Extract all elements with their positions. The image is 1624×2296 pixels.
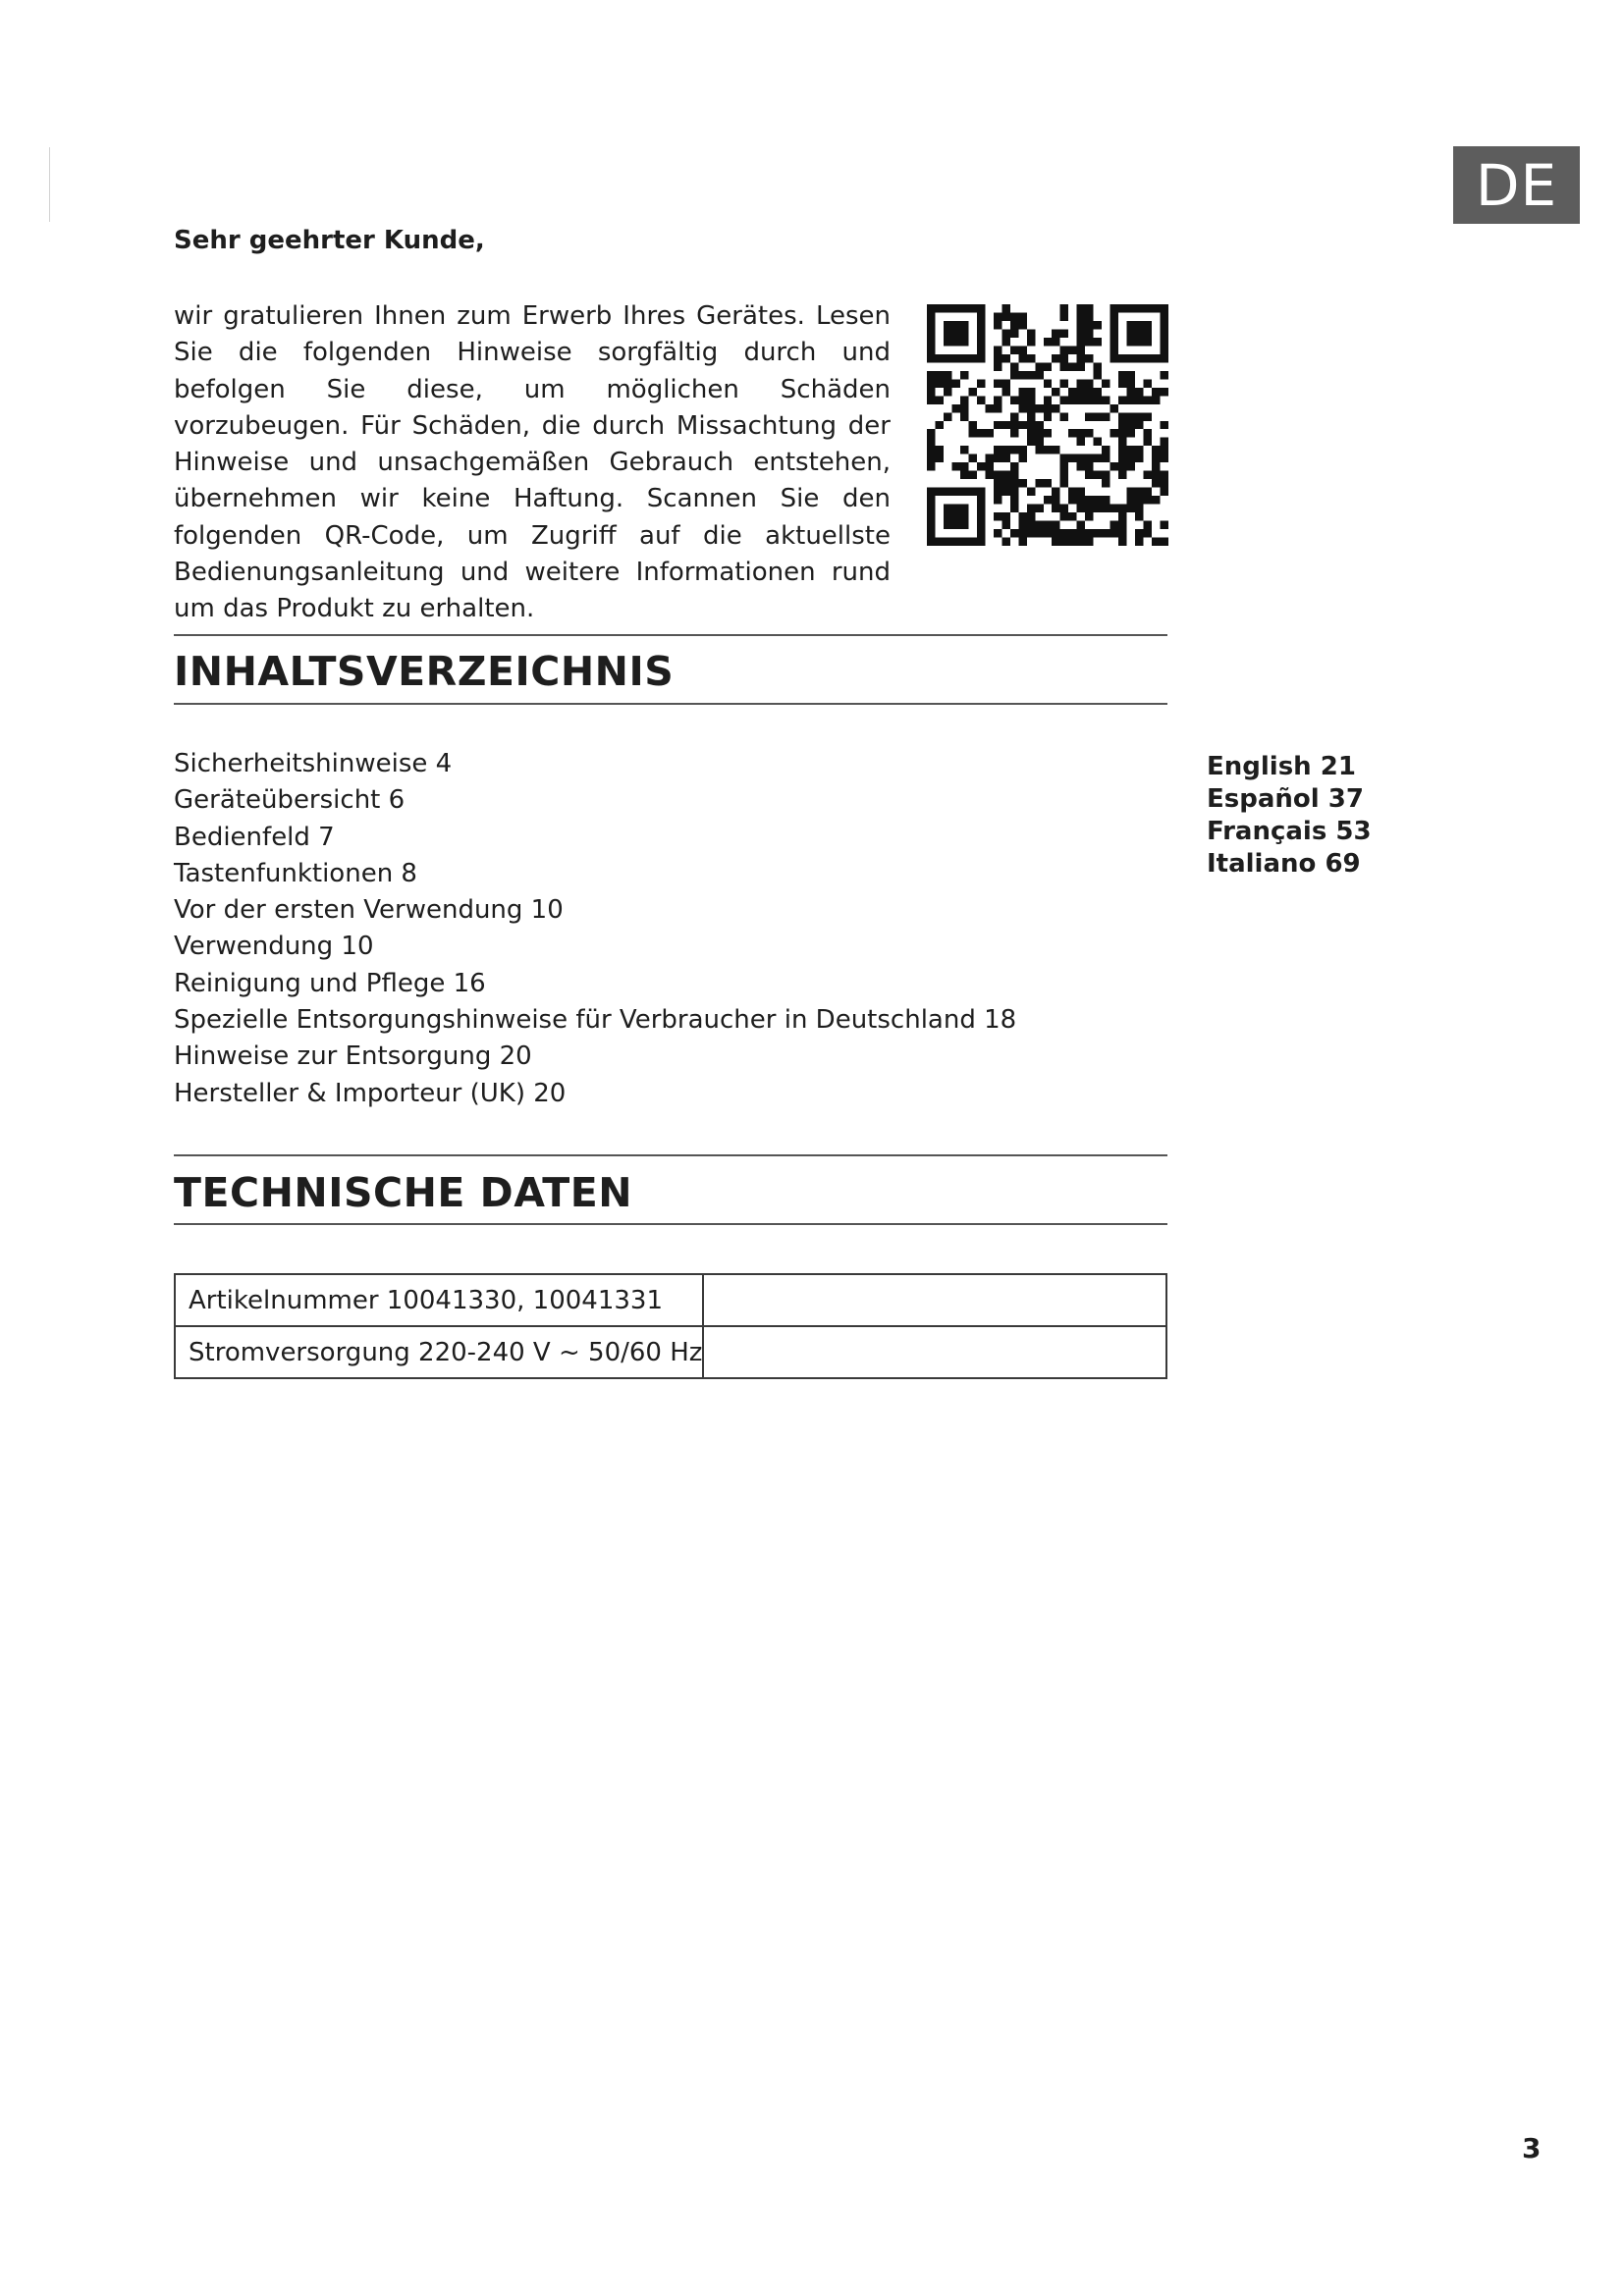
toc-item: Hersteller & Importeur (UK) 20 [174,1078,567,1108]
toc-item: Vor der ersten Verwendung 10 [174,895,564,926]
language-item: Français 53 [1207,817,1372,846]
table-row [175,1274,1166,1326]
table-cell: Stromversorgung 220-240 V ~ 50/60 Hz [175,1326,703,1378]
table-row [175,1326,1166,1378]
page-number: 3 [1522,2132,1542,2164]
margin-line [49,147,50,222]
techdata-rule-bottom [174,1223,1167,1225]
qr-code-icon [927,304,1168,546]
toc-item: Spezielle Entsorgungshinweise für Verbraucher in Deutschland 18 [174,1005,1017,1036]
contents-rule-top [174,634,1167,636]
table-cell [703,1326,1166,1378]
table-cell: Artikelnummer 10041330, 10041331 [175,1274,703,1326]
contents-title: INHALTSVERZEICHNIS [174,648,675,695]
language-item: Italiano 69 [1207,849,1361,879]
toc-item: Reinigung und Pflege 16 [174,968,486,998]
language-index [1207,751,1372,881]
language-item: Español 37 [1207,784,1364,814]
table-of-contents [174,746,1016,1112]
greeting: Sehr geehrter Kunde, [174,226,485,255]
toc-item: Sicherheitshinweise 4 [174,749,453,778]
contents-rule-bottom [174,703,1167,705]
techdata-title: TECHNISCHE DATEN [174,1169,633,1216]
toc-item: Tastenfunktionen 8 [174,858,417,888]
table-cell [703,1274,1166,1326]
toc-item: Geräteübersicht 6 [174,785,406,816]
technical-data-table [174,1273,1167,1379]
language-tab: DE [1453,146,1580,224]
techdata-rule-top [174,1154,1167,1156]
toc-item: Verwendung 10 [174,932,374,962]
language-item: English 21 [1207,752,1356,781]
toc-item: Hinweise zur Entsorgung 20 [174,1041,532,1072]
intro-paragraph: wir gratulieren Ihnen zum Erwerb Ihres Gerätes. Lesen Sie die folgenden Hinweise sorgfältig durch und befolgen Sie diese, um möglichen Schäden vorzubeugen. Für Schäden, die durch Missachtung der Hinweise und unsachgemäßen Gebrauch entstehen, übernehmen wir keine Haftung. Scannen Sie den folgenden QR-Code, um Zugriff auf die aktuellste Bedienungsanleitung und weitere Informationen rund um das Produkt zu erhalten. [174,301,891,624]
toc-item: Bedienfeld 7 [174,822,335,852]
